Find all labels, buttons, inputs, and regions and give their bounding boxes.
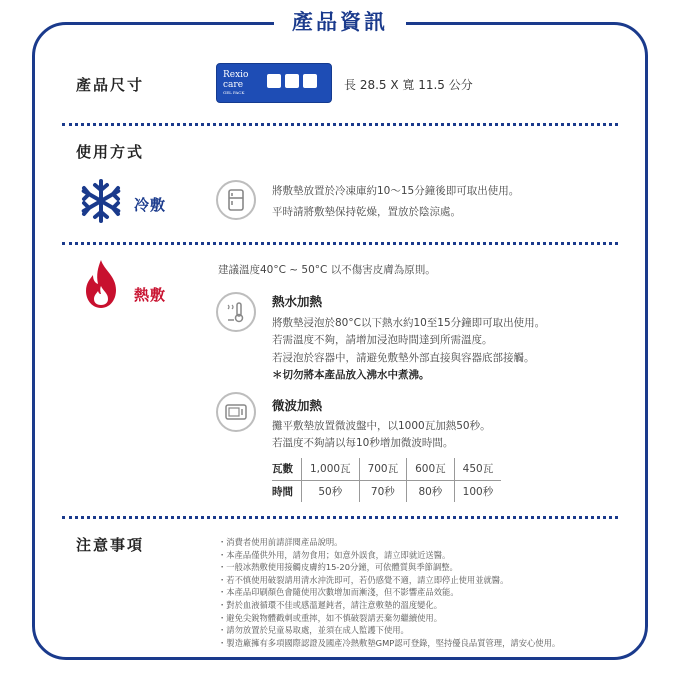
table-header-watts: 瓦數 [272,458,302,480]
water-warning: ＊切勿將本產品放入沸水中煮沸。 [272,369,430,381]
pack-logo: Rexio care GEL PACK [223,70,249,95]
list-item: ・若不慎使用破裂請用清水沖洗即可，若仍感覺不適，請立即停止使用並就醫。 [218,574,509,585]
list-item: ・請勿放置於兒童易取處，並須在成人監護下使用。 [218,625,409,636]
table-cell: 700瓦 [359,458,407,480]
cold-line-2: 平時請將敷墊保持乾燥，置放於陰涼處。 [272,206,461,218]
table-cell: 1,000瓦 [302,458,360,480]
table-header-time: 時間 [272,485,293,498]
table-cell: 80秒 [407,480,455,502]
gel-pack-image [216,63,332,103]
divider [62,123,618,126]
microwave-line-1: 攤平敷墊放置微波盤中，以1000瓦加熱50秒。 [272,420,491,432]
water-line-2: 若需溫度不夠，請增加浸泡時間達到所需溫度。 [272,334,493,346]
table-cell: 450瓦 [454,458,501,480]
cold-label: 冷敷 [134,196,167,214]
microwave-table [272,458,501,502]
microwave-line-2: 若溫度不夠請以每10秒增加微波時間。 [272,437,454,449]
table-row [272,480,501,502]
water-heating-title: 熱水加熱 [272,294,323,309]
pack-heat-icon [285,74,299,88]
cold-line-1: 將敷墊放置於冷凍庫約10〜15分鐘後即可取出使用。 [272,185,520,197]
notes-heading: 注意事項 [76,536,145,554]
list-item: ・一般冰熱敷使用接觸皮膚約15-20分鐘，可依體質與季節調整。 [218,562,458,573]
microwave-icon [216,392,256,432]
water-line-3: 若浸泡於容器中，請避免敷墊外部直接與容器底部接觸。 [272,352,535,364]
list-item: ・避免尖銳物體戳刺或重摔，如不慎破裂請丟棄勿繼續使用。 [218,612,443,623]
table-cell: 600瓦 [407,458,455,480]
table-cell: 100秒 [454,480,501,502]
divider [62,242,618,245]
table-cell: 70秒 [359,480,407,502]
flame-icon [80,258,122,310]
list-item: ・消費者使用前請詳閱產品說明。 [218,537,343,547]
thermometer-icon [216,292,256,332]
hot-label: 熱敷 [134,286,167,304]
page-title: 產品資訊 [274,4,406,40]
size-dimensions: 長 28.5 X 寬 11.5 公分 [344,78,473,92]
list-item: ・製造廠擁有多項國際認證及國產冷熱敷墊GMP認可登錄，堅持優良品質管理，請安心使用。 [218,637,561,648]
notes-list [218,536,560,649]
pack-microwave-icon [303,74,317,88]
hot-intro: 建議溫度40°C ~ 50°C 以不傷害皮膚為原則。 [218,264,436,276]
list-item: ・本產品僅供外用，請勿食用；如意外誤食，請立即就近送醫。 [218,549,451,560]
table-row [272,458,501,480]
snowflake-icon [78,178,124,224]
water-line-1: 將敷墊浸泡於80°C以下熱水約10至15分鐘即可取出使用。 [272,317,546,329]
divider [62,516,618,519]
fridge-icon [216,180,256,220]
size-heading: 產品尺寸 [76,76,145,94]
pack-snow-icon [267,74,281,88]
usage-heading: 使用方式 [76,143,145,161]
table-cell: 50秒 [302,480,360,502]
list-item: ・對於血液循環不佳或感溫遲鈍者，請注意敷墊的溫度變化。 [218,599,443,610]
microwave-heating-title: 微波加熱 [272,398,323,413]
list-item: ・本產品印刷顏色會隨使用次數增加而漸淺，但不影響產品效能。 [218,587,459,598]
